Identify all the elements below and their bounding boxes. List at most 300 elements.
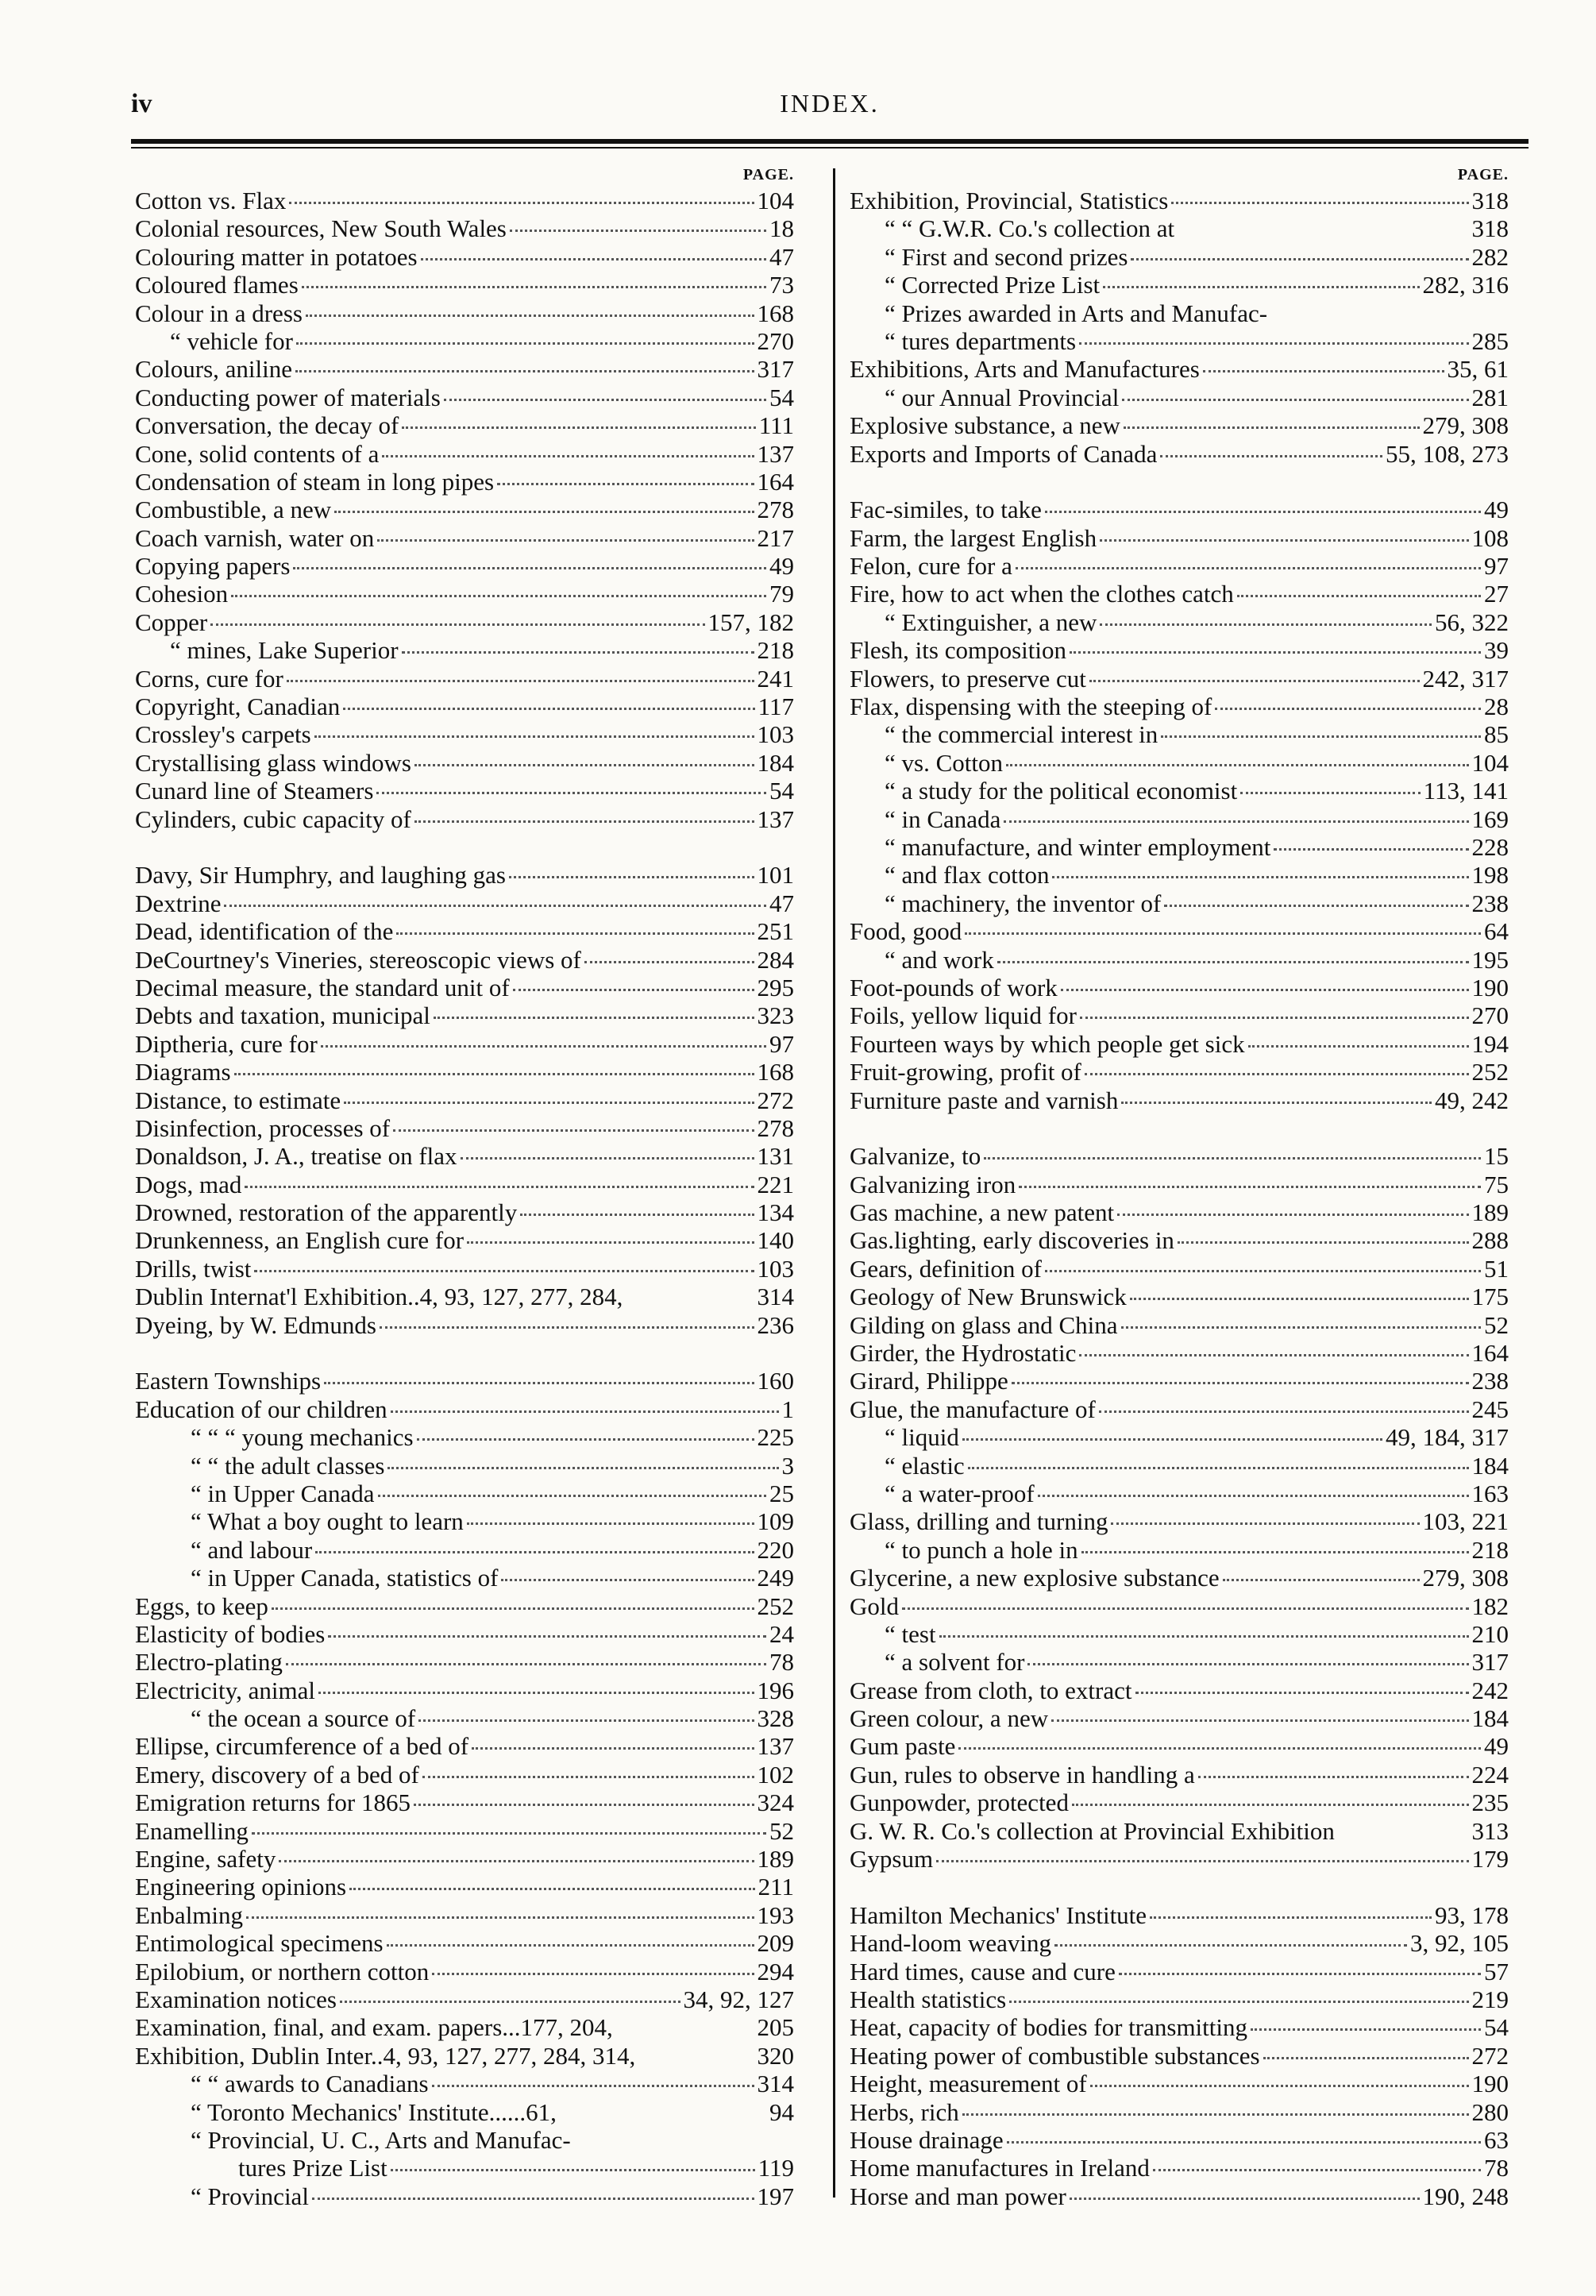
page-header xyxy=(131,89,1529,129)
index-entry xyxy=(135,1789,794,1816)
index-entry xyxy=(850,2042,1509,2070)
entry-page: 270 xyxy=(757,326,794,355)
index-entry xyxy=(135,1704,794,1732)
entry-text: Conversation, the decay of xyxy=(135,411,399,440)
entry-text: DeCourtney's Vineries, stereoscopic views of xyxy=(135,945,581,974)
dot-leader xyxy=(391,2169,755,2171)
dot-leader xyxy=(315,1551,754,1553)
index-entry xyxy=(850,2070,1509,2097)
dot-leader xyxy=(1122,399,1468,401)
entry-page: 241 xyxy=(757,664,794,693)
entry-page: 108 xyxy=(1471,523,1509,552)
index-entry xyxy=(850,1845,1509,1873)
entry-text: Fire, how to act when the clothes catch xyxy=(850,580,1234,608)
entry-page: 25 xyxy=(769,1479,794,1507)
entry-text: “ and labour xyxy=(191,1535,313,1564)
index-entry xyxy=(850,1142,1509,1170)
entry-page: 131 xyxy=(757,1142,794,1171)
entry-page: 163 xyxy=(1471,1479,1509,1507)
dot-leader xyxy=(1089,680,1420,682)
index-entry xyxy=(850,1732,1509,1760)
index-entry xyxy=(850,1704,1509,1732)
dot-leader xyxy=(1153,2169,1481,2171)
entry-page: 219 xyxy=(1471,1985,1509,2013)
dot-leader xyxy=(382,455,754,457)
index-entry xyxy=(135,1817,794,1845)
dot-leader xyxy=(1164,905,1468,907)
index-entry xyxy=(850,720,1509,748)
dot-leader xyxy=(520,1214,754,1216)
entry-page: 1 xyxy=(781,1395,794,1423)
index-entry xyxy=(135,889,794,917)
index-entry xyxy=(850,1929,1509,1957)
index-entry xyxy=(135,805,794,833)
dot-leader xyxy=(246,1916,754,1919)
entry-page: 97 xyxy=(1484,552,1509,581)
dot-leader xyxy=(510,230,766,232)
dot-leader xyxy=(1117,1214,1468,1216)
entry-page: 235 xyxy=(1471,1789,1509,1817)
dot-leader xyxy=(377,539,754,542)
dot-leader xyxy=(340,2001,680,2003)
entry-text: Dead, identification of the xyxy=(135,917,394,946)
dot-leader xyxy=(1274,848,1468,851)
entry-page: 272 xyxy=(1471,2041,1509,2070)
entry-page: 224 xyxy=(1471,1760,1509,1789)
entry-page: 168 xyxy=(757,1058,794,1086)
entry-text: Disinfection, processes of xyxy=(135,1113,391,1142)
dot-leader xyxy=(965,932,1481,935)
entry-text: “ in Upper Canada, statistics of xyxy=(191,1564,499,1592)
index-entry xyxy=(850,1480,1509,1507)
entry-page: 97 xyxy=(769,1029,794,1058)
dot-leader xyxy=(1121,1326,1481,1329)
entry-page: 102 xyxy=(757,1760,794,1789)
index-entry xyxy=(850,552,1509,580)
dot-leader xyxy=(334,511,754,513)
dot-leader xyxy=(1004,820,1468,823)
dot-leader xyxy=(289,202,754,204)
entry-page: 211 xyxy=(758,1873,794,1901)
entry-page: 49, 184, 317 xyxy=(1386,1423,1509,1452)
index-entry xyxy=(850,665,1509,693)
index-entry xyxy=(850,243,1509,271)
index-entry xyxy=(850,1452,1509,1480)
entry-page: 189 xyxy=(1471,1198,1509,1227)
index-entry xyxy=(135,1958,794,1985)
entry-text: “ the ocean a source of xyxy=(191,1704,416,1733)
dot-leader xyxy=(417,1438,754,1441)
section-gap xyxy=(850,1114,1509,1142)
index-entry xyxy=(135,1929,794,1957)
index-entry xyxy=(135,1592,794,1620)
entry-page: 113, 141 xyxy=(1423,777,1509,805)
entry-text: Gun, rules to observe in handling a xyxy=(850,1760,1195,1789)
index-entry xyxy=(135,608,794,636)
dot-leader xyxy=(343,708,754,710)
index-entry xyxy=(850,1086,1509,1114)
entry-text: “ “ the adult classes xyxy=(191,1451,385,1480)
dot-leader xyxy=(958,1747,1481,1750)
entry-page: 175 xyxy=(1471,1283,1509,1311)
entry-text: Fourteen ways by which people get sick xyxy=(850,1029,1245,1058)
index-entry xyxy=(135,1171,794,1198)
entry-text: Dextrine xyxy=(135,889,222,917)
entry-text: House drainage xyxy=(850,2125,1004,2154)
index-entry xyxy=(850,524,1509,552)
index-entry xyxy=(850,2126,1509,2154)
dot-leader xyxy=(1215,708,1481,710)
dot-leader xyxy=(293,567,766,569)
entry-text: Copper xyxy=(135,608,208,636)
entry-page: 184 xyxy=(1471,1451,1509,1480)
entry-text: Grease from cloth, to extract xyxy=(850,1676,1132,1704)
dot-leader xyxy=(1119,1973,1481,1975)
dot-leader xyxy=(224,905,766,907)
dot-leader xyxy=(1160,455,1382,457)
entry-text: Horse and man power xyxy=(850,2182,1066,2210)
index-entry xyxy=(135,1845,794,1873)
entry-text: tures Prize List xyxy=(238,2154,387,2182)
dot-leader xyxy=(210,623,704,626)
entry-text: Girder, the Hydrostatic xyxy=(850,1339,1077,1368)
dot-leader xyxy=(1045,1270,1481,1272)
entry-text: Electro-plating xyxy=(135,1648,283,1677)
entry-text: Gas machine, a new patent xyxy=(850,1198,1115,1227)
dot-leader xyxy=(1090,2085,1469,2087)
entry-page: 314 xyxy=(757,2070,794,2098)
dot-leader xyxy=(393,1129,754,1132)
entry-page: 228 xyxy=(1471,832,1509,861)
entry-text: Emery, discovery of a bed of xyxy=(135,1760,419,1789)
index-entry xyxy=(850,1367,1509,1395)
entry-text: Eastern Townships xyxy=(135,1367,322,1395)
entry-page: 252 xyxy=(1471,1058,1509,1086)
entry-text: Davy, Sir Humphry, and laughing gas xyxy=(135,861,506,889)
index-entry xyxy=(135,1985,794,2013)
entry-page: 27 xyxy=(1484,580,1509,608)
dot-leader xyxy=(1198,1776,1469,1778)
dot-leader xyxy=(344,1102,754,1104)
dot-leader xyxy=(1135,1692,1469,1694)
entry-text: Gears, definition of xyxy=(850,1254,1042,1283)
dot-leader xyxy=(1085,1073,1469,1075)
entry-page: 75 xyxy=(1484,1170,1509,1198)
dot-leader xyxy=(1251,2028,1481,2031)
dot-leader xyxy=(314,735,754,738)
index-entry xyxy=(135,580,794,608)
entry-page: 209 xyxy=(757,1929,794,1958)
entry-text: Ellipse, circumference of a bed of xyxy=(135,1732,469,1761)
section-gap xyxy=(850,468,1509,496)
index-entry xyxy=(135,636,794,664)
index-entry xyxy=(850,1198,1509,1226)
dot-leader xyxy=(461,1157,754,1160)
entry-page: 217 xyxy=(757,523,794,552)
entry-text: “ Provincial, U. C., Arts and Manufac- xyxy=(191,2125,571,2154)
entry-text: Galvanizing iron xyxy=(850,1170,1016,1198)
index-entry xyxy=(850,299,1509,327)
index-entry xyxy=(135,327,794,355)
entry-text: Distance, to estimate xyxy=(135,1086,341,1114)
entry-page: 189 xyxy=(757,1845,794,1873)
index-entry xyxy=(850,1789,1509,1816)
dot-leader xyxy=(234,1073,754,1075)
entry-page: 323 xyxy=(757,1001,794,1030)
index-entry xyxy=(850,496,1509,523)
dot-leader xyxy=(422,1776,754,1778)
entry-text: Examination notices xyxy=(135,1985,337,2013)
entry-page: 252 xyxy=(757,1592,794,1620)
dot-leader xyxy=(1052,876,1468,878)
dot-leader xyxy=(252,1832,766,1835)
entry-text: Gold xyxy=(850,1592,899,1620)
dot-leader xyxy=(1103,286,1419,288)
dot-leader xyxy=(414,1804,754,1806)
index-entry xyxy=(850,580,1509,608)
entry-page: 282, 316 xyxy=(1422,271,1509,299)
dot-leader xyxy=(380,1326,754,1329)
entry-text: Drunkenness, an English cure for xyxy=(135,1226,465,1255)
entry-text: Drowned, restoration of the apparently xyxy=(135,1198,518,1227)
entry-page: 210 xyxy=(1471,1619,1509,1648)
dot-leader xyxy=(387,1944,754,1947)
index-entry xyxy=(135,693,794,720)
header-rule xyxy=(131,139,1529,144)
entry-page: 47 xyxy=(769,889,794,917)
entry-text: Furniture paste and varnish xyxy=(850,1086,1119,1114)
entry-page: 272 xyxy=(757,1086,794,1114)
entry-text: Decimal measure, the standard unit of xyxy=(135,973,510,1001)
index-entry xyxy=(135,1395,794,1423)
index-entry xyxy=(850,777,1509,805)
entry-text: “ a water-proof xyxy=(885,1479,1035,1507)
dot-leader xyxy=(1248,1045,1469,1048)
entry-text: Colours, aniline xyxy=(135,355,293,384)
index-entry xyxy=(135,1423,794,1451)
dot-leader xyxy=(321,1045,766,1048)
entry-text: Gas.lighting, early discoveries in xyxy=(850,1226,1174,1255)
entry-page: 318 xyxy=(1471,187,1509,214)
entry-text: Crossley's carpets xyxy=(135,720,311,749)
entry-page: 236 xyxy=(757,1310,794,1339)
dot-leader xyxy=(1054,1944,1407,1947)
entry-page: 93, 178 xyxy=(1435,1900,1509,1929)
entry-page: 164 xyxy=(757,467,794,496)
entry-text: Exhibition, Dublin Inter..4, 93, 127, 277, 284, 314, xyxy=(135,2041,636,2070)
index-entry xyxy=(850,1677,1509,1704)
entry-text: G. W. R. Co.'s collection at Provincial Exhibition xyxy=(850,1816,1335,1845)
dot-leader xyxy=(1124,426,1420,429)
index-entry xyxy=(850,917,1509,945)
entry-page: 314 xyxy=(757,1283,794,1311)
dot-leader xyxy=(302,286,766,288)
entry-text: Combustible, a new xyxy=(135,496,332,524)
entry-text: Electricity, animal xyxy=(135,1676,315,1704)
entry-text: “ manufacture, and winter employment xyxy=(885,832,1271,861)
entry-text: “ Extinguisher, a new xyxy=(885,608,1097,636)
section-gap xyxy=(850,1873,1509,1900)
index-entry xyxy=(850,1958,1509,1985)
index-entry xyxy=(135,1142,794,1170)
entry-text: Height, measurement of xyxy=(850,2070,1087,2098)
entry-page: 79 xyxy=(769,580,794,608)
entry-page: 328 xyxy=(757,1704,794,1733)
index-entry xyxy=(135,720,794,748)
entry-page: 218 xyxy=(1471,1535,1509,1564)
entry-page: 238 xyxy=(1471,1367,1509,1395)
entry-page: 190 xyxy=(1471,2070,1509,2098)
index-entry xyxy=(850,1648,1509,1676)
dot-leader xyxy=(962,1438,1382,1441)
entry-page: 18 xyxy=(769,214,794,243)
index-entry xyxy=(850,1226,1509,1254)
entry-page: 51 xyxy=(1484,1254,1509,1283)
entry-page: 196 xyxy=(757,1676,794,1704)
entry-page: 134 xyxy=(757,1198,794,1227)
dot-leader xyxy=(1012,1382,1469,1384)
index-entry xyxy=(135,946,794,974)
entry-page: 238 xyxy=(1471,889,1509,917)
entry-page: 119 xyxy=(758,2154,794,2182)
dot-leader xyxy=(1007,2141,1481,2144)
entry-page: 182 xyxy=(1471,1592,1509,1620)
entry-text: “ vs. Cotton xyxy=(885,748,1003,777)
index-entry xyxy=(850,214,1509,242)
entry-page: 164 xyxy=(1471,1339,1509,1368)
entry-text: Engineering opinions xyxy=(135,1873,347,1901)
index-entry xyxy=(135,355,794,383)
index-entry xyxy=(850,1985,1509,2013)
entry-text: Hamilton Mechanics' Institute xyxy=(850,1900,1147,1929)
index-entry xyxy=(850,1761,1509,1789)
entry-text: Copying papers xyxy=(135,552,291,581)
entry-text: Cone, solid contents of a xyxy=(135,439,380,468)
entry-text: Enamelling xyxy=(135,1816,249,1845)
entry-text: Girard, Philippe xyxy=(850,1367,1008,1395)
index-entry xyxy=(135,440,794,468)
dot-leader xyxy=(318,1692,754,1694)
entry-text: “ Corrected Prize List xyxy=(885,271,1101,299)
left-column xyxy=(135,163,794,2210)
entry-text: “ “ “ young mechanics xyxy=(191,1423,414,1452)
entry-page: 218 xyxy=(757,636,794,665)
entry-text: Cylinders, cubic capacity of xyxy=(135,805,411,833)
index-entry xyxy=(135,2182,794,2210)
entry-page: 313 xyxy=(1471,1816,1509,1845)
entry-page: 295 xyxy=(757,973,794,1001)
entry-page: 317 xyxy=(757,355,794,384)
index-entry xyxy=(850,974,1509,1001)
page-title: INDEX. xyxy=(780,89,880,118)
entry-page: 288 xyxy=(1471,1226,1509,1255)
entry-text: Heating power of combustible substances xyxy=(850,2041,1260,2070)
index-entry xyxy=(850,1423,1509,1451)
dot-leader xyxy=(939,1635,1469,1638)
entry-page: 63 xyxy=(1484,2125,1509,2154)
dot-leader xyxy=(279,1860,754,1862)
entry-page: 52 xyxy=(769,1816,794,1845)
dot-leader xyxy=(402,651,754,654)
entry-page: 193 xyxy=(757,1900,794,1929)
entry-text: “ to punch a hole in xyxy=(885,1535,1078,1564)
entry-page: 137 xyxy=(757,1732,794,1761)
entry-page: 103 xyxy=(757,1254,794,1283)
dot-leader xyxy=(349,1888,755,1890)
entry-page: 103, 221 xyxy=(1422,1507,1509,1536)
index-entry xyxy=(850,1564,1509,1592)
index-entry xyxy=(135,1367,794,1395)
entry-page: 278 xyxy=(757,1113,794,1142)
dot-leader xyxy=(272,1607,754,1610)
dot-leader xyxy=(1079,342,1468,345)
entry-page: 24 xyxy=(769,1619,794,1648)
index-entry xyxy=(135,214,794,242)
dot-leader xyxy=(1100,539,1468,542)
index-entry xyxy=(135,1761,794,1789)
entry-page: 56, 322 xyxy=(1435,608,1509,636)
entry-page: 205 xyxy=(757,2013,794,2042)
dot-leader xyxy=(1111,1522,1419,1525)
dot-leader xyxy=(418,1719,754,1722)
entry-page: 279, 308 xyxy=(1422,411,1509,440)
dot-leader xyxy=(513,989,754,991)
entry-text: “ tures departments xyxy=(885,326,1077,355)
entry-text: Elasticity of bodies xyxy=(135,1619,326,1648)
dot-leader xyxy=(328,1635,766,1638)
index-entry xyxy=(135,496,794,523)
index-entry xyxy=(850,1339,1509,1367)
dot-leader xyxy=(296,342,754,345)
index-entry xyxy=(850,440,1509,468)
entry-page: 54 xyxy=(769,777,794,805)
index-entry xyxy=(135,1732,794,1760)
dot-leader xyxy=(312,2198,754,2200)
index-entry xyxy=(135,1114,794,1142)
index-list-right xyxy=(850,187,1509,2210)
index-entry xyxy=(135,777,794,805)
entry-text: “ Provincial xyxy=(191,2182,309,2210)
dot-leader xyxy=(376,792,766,794)
dot-leader xyxy=(1006,764,1469,766)
dot-leader xyxy=(1121,1102,1432,1104)
entry-page: 324 xyxy=(757,1789,794,1817)
dot-leader xyxy=(306,314,754,317)
entry-page: 57 xyxy=(1484,1957,1509,1985)
dot-leader xyxy=(472,1747,754,1750)
index-entry xyxy=(135,1507,794,1535)
entry-page: 15 xyxy=(1484,1142,1509,1171)
entry-page: 184 xyxy=(1471,1704,1509,1733)
index-entry xyxy=(850,1001,1509,1029)
dot-leader xyxy=(1203,370,1444,372)
entry-text: Food, good xyxy=(850,917,962,946)
index-entry xyxy=(850,1311,1509,1339)
entry-text: Fac-similes, to take xyxy=(850,496,1042,524)
index-entry xyxy=(135,1226,794,1254)
entry-text: Dogs, mad xyxy=(135,1170,242,1198)
dot-leader xyxy=(421,258,766,260)
dot-leader xyxy=(968,1467,1469,1469)
dot-leader xyxy=(962,2113,1469,2116)
entry-page: 109 xyxy=(757,1507,794,1536)
page-column-label: PAGE. xyxy=(742,166,794,183)
index-entry xyxy=(135,1480,794,1507)
dot-leader xyxy=(1263,2057,1469,2059)
entry-page: 197 xyxy=(757,2182,794,2210)
entry-text: “ and flax cotton xyxy=(885,861,1050,889)
entry-text: Corns, cure for xyxy=(135,664,283,693)
